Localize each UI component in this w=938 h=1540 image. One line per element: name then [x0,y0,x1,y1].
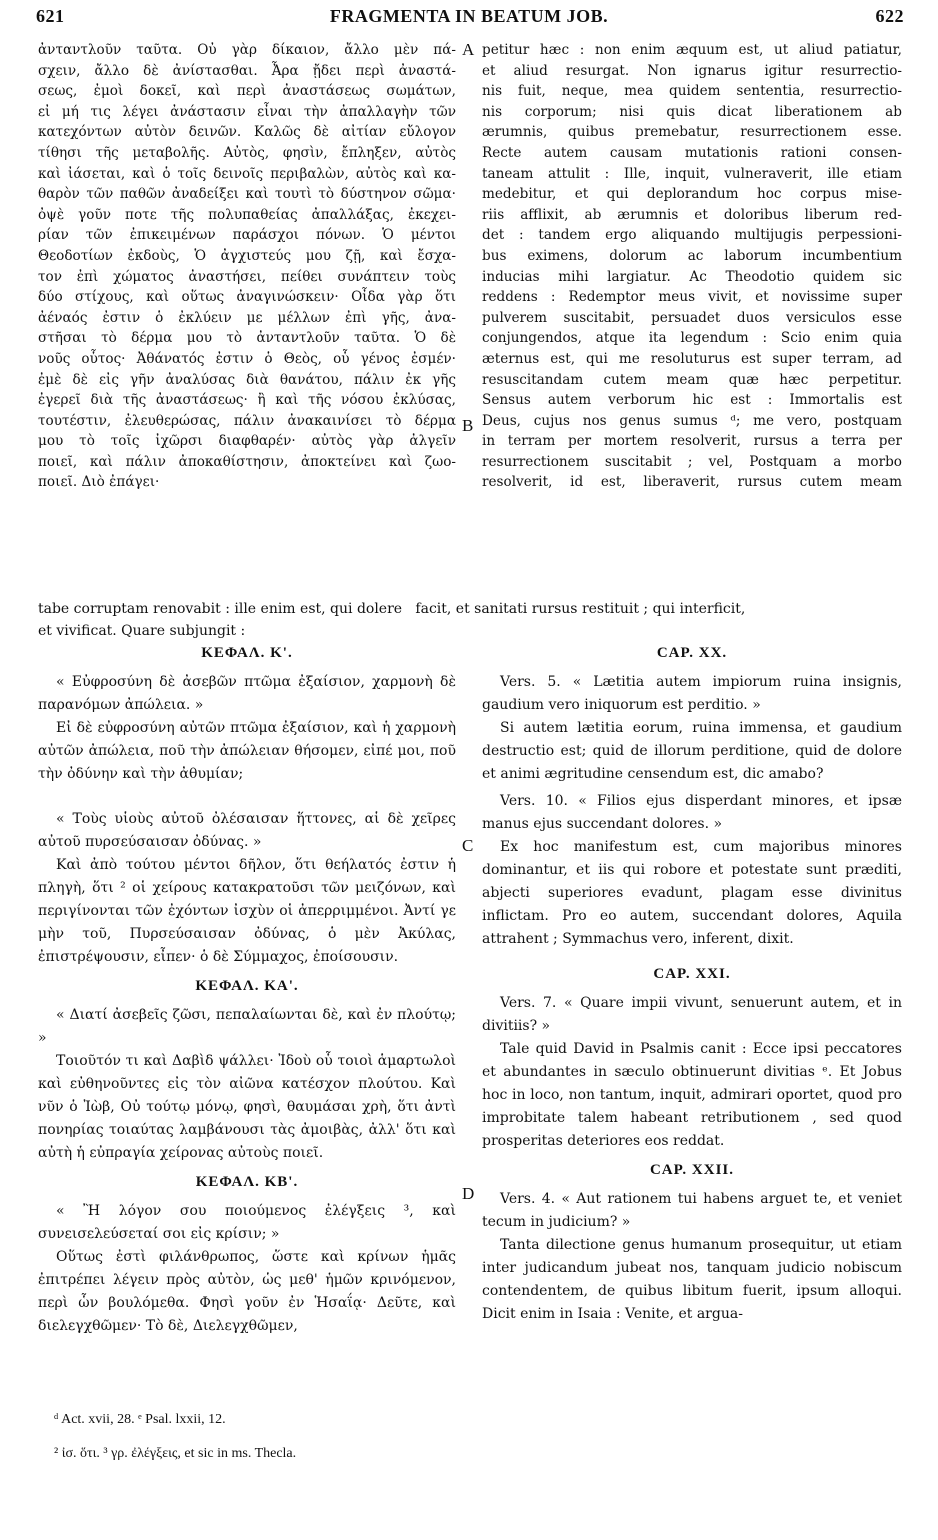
greek-line: στῆσαι τὸ δέρμα μου τὸ ἀνταντλοῦν ταῦτα. Ὁ δὲ [38,330,456,347]
latin-line: resolverit, id est, liberaverit, rursus cutem meam [482,474,902,491]
latin-commentary: Tale quid David in Psalmis canit : Ecce ipsi peccatores et abundantes in sæculo obtinuerunt divitias ᵉ. Et Jobus hoc in loco, non tantum, inquit, admirari oportet, quod pro improbitate talem habeant retributionem , sed quod prosperitas deteriores eos reddat. [482,1041,902,1149]
latin-chapter-22-heading: CAP. XXII. [649,1162,735,1178]
greek-line: σχειν, ἄλλο δὲ ἀνίστασθαι. Ἆρα ᾔδει περὶ ἀναστά- [38,62,456,79]
running-title: FRAGMENTA IN BEATUM JOB. [329,6,609,26]
greek-line: θαρὸν τῶν παθῶν ἀναδείξει καὶ τουτὶ τὸ δύστηνον σῶμα· [38,186,456,203]
latin-line: resuscitandam cutem meam quæ hæc perpetitur. [482,371,902,388]
footnote-references: ᵈ Act. xvii, 28. ᵉ Psal. lxxii, 12. [54,1412,226,1427]
greek-line: ρίαν τῶν ἐπικειμένων παράσχοι πόνων. Ὁ μέντοι [38,227,456,244]
latin-line: Sensus autem verborum hic est : Immortalis est [482,392,902,409]
greek-verse: « Εὐφροσύνη δὲ ἀσεβῶν πτῶμα ἐξαίσιον, χαρμονὴ δὲ παρανόμων ἀπώλεια. » [38,674,456,713]
greek-commentary: Τοιοῦτόν τι καὶ Δαβὶδ ψάλλει· Ἰδοὺ οὗ τοιοὶ ἁμαρτωλοὶ καὶ εὐθηνοῦντες εἰς τὸν αἰῶνα κατέσχον πλούτου. Καὶ νῦν ὁ Ἰὼβ, Οὐ τούτῳ μόνῳ, φησὶ, θαυμάσαι χρὴ, ὅτι ἀντὶ πονηρίας τοιαύτας λαμβάνουσι τὰς ἀμοιβὰς, ἀλλ' ὅτι καὶ αὐτὴ ἡ εὐπραγία χείρονας αὐτοὺς ποιεῖ. [38,1053,456,1161]
greek-line: ἐγερεῖ διὰ τῆς ἀναστάσεως· ἢ καὶ τῆς νόσου ἐκλύσας, [38,392,456,409]
latin-line: ærumnis, quibus premebatur, resurrectionem esse. [482,124,902,141]
greek-verse: « Διατί ἀσεβεῖς ζῶσι, πεπαλαίωνται δὲ, καὶ ἐν πλούτῳ; » [38,1007,456,1046]
full-line-2: et vivificat. Quare subjungit : [38,623,246,639]
latin-line: in terram per mortem resolverit, rursus a terra per [482,433,902,450]
latin-commentary: Si autem lætitia eorum, ruina immensa, et gaudium destructio est; quid de illorum perditione, quid de dolore et animi ægritudine censendum est, dic amabo? [482,720,902,782]
greek-line: ἐμὲ δὲ εἰς γῆν ἀναλύσας διὰ θανάτου, πάλιν ἐκ γῆς [38,371,456,388]
full-line-1: tabe corruptam renovabit : ille enim est, qui dolere facit, et sanitati rursus restituit ; qui interficit, [38,601,746,617]
greek-line: τουτέστιν, ἐλευθερώσας, πάλιν ἀνακαινίσει τὸ δέρμα [38,412,456,429]
latin-chapter-21-heading: CAP. XXI. [653,966,731,982]
greek-commentary: Καὶ ἀπὸ τούτου μέντοι δῆλον, ὅτι θεήλατός ἐστιν ἡ πληγὴ, ὅτι ² οἱ χείρους κατακρατοῦσι τῶν μειζόνων, καὶ περιγίνονται τῶν ἐχόντων ἰσχὺν οἱ ἀπερριμμένοι. Ἀντί γε μὴν τοῦ, Πυρσεύσαισαν ὀδύνας, ὁ μὲν Ἀκύλας, ἐπιστρέψουσιν, εἶπεν· ὁ δὲ Σύμμαχος, ἐποίσουσιν. [38,857,456,965]
running-header [0,6,938,34]
latin-line: resurrectionem suscitabit ; vel, Postquam a morbo [482,453,902,470]
latin-line: Deus, cujus nos genus sumus ᵈ; me vero, postquam [482,412,902,429]
margin-letter-d: D [462,1184,475,1203]
latin-commentary: Tanta dilectione genus humanum prosequitur, ut etiam inter judicandum jubeat nos, tanquam judicio nobiscum contendentem, de quibus libitum fuerit, ipsum alloqui. Dicit enim in Isaia : Venite, et argua- [482,1237,902,1322]
footnote-variants: ² ἰσ. ὅτι. ³ γρ. ἐλέγξεις, et sic in ms. Thecla. [54,1446,297,1461]
latin-chapter-20-heading: CAP. XX. [656,645,728,661]
latin-line: inducias mihi largiatur. Ac Theodotio quidem sic [482,268,902,285]
greek-column-top [38,40,456,493]
greek-line: μου τὸ τοῖς ἰχῶρσι διαφθαρέν· αὐτὸς γὰρ ἀλγεῖν [38,433,456,450]
latin-line: æternus est, qui me resoluturus est super terram, ad [482,350,902,367]
greek-line: σεως, ἐμοὶ δοκεῖ, καὶ περὶ ἀναστάσεως σωμάτων, [38,83,456,100]
latin-line: reddens : Redemptor meus vivit, et novissime super [482,289,902,306]
latin-verse: Vers. 7. « Quare impii vivunt, senuerunt autem, et in divitiis? » [482,995,902,1034]
greek-chapter-22-heading: ΚΕΦΑΛ. ΚΒ'. [195,1174,299,1190]
latin-line: riis afflixit, ab ærumnis et doloribus liberum red- [482,206,902,223]
latin-verse: Vers. 4. « Aut rationem tui habens arguet te, et veniet tecum in judicium? » [482,1191,902,1230]
greek-line: δύο στίχους, καὶ οὕτως ἀναγινώσκειν· Οἶδα γὰρ ὅτι [38,289,456,306]
greek-chapter-21-heading: ΚΕΦΑΛ. ΚΑ'. [195,978,299,994]
greek-line: τίθησι τῆς μεταβολῆς. Αὐτὸς, φησὶν, ἔπληξεν, αὐτὸς [38,144,456,161]
page-number-left: 621 [36,6,65,26]
greek-column-bottom [38,642,456,1338]
latin-line: Recte autem causam mutationis rationi consen- [482,144,902,161]
greek-line: ὀψὲ γοῦν ποτε τῆς πολυπαθείας ἀπαλλάξας, ἐκεχει- [38,206,456,223]
margin-letter-b: B [462,416,474,435]
latin-column-bottom [482,642,902,1326]
latin-commentary: Ex hoc manifestum est, cum majoribus minores dominantur, et iis qui robore et potestate sunt præditi, abjecti superiores evadunt, plagam esse divinitus inflictam. Pro eo autem, succendant dolores, Aquila attrahent ; Symmachus vero, inferent, dixit. [482,839,902,947]
latin-line: conjungendos, atque ita legendum : Scio enim quia [482,330,902,347]
margin-letter-c: C [462,836,474,855]
latin-line: taneam attulit : Ille, inquit, vulneraverit, ille etiam [482,165,902,182]
greek-chapter-20-heading: ΚΕΦΑΛ. Κ'. [201,645,293,661]
latin-line: bus eximens, dolorum ac laborum incumbentium [482,247,902,264]
greek-line: ἀέναός ἐστιν ὁ ἐκλύειν με μέλλων ἐπὶ γῆς, ἀνα- [38,309,456,326]
greek-line: νοῦς οὗτος· Ἀθάνατός ἐστιν ὁ Θεὸς, οὗ γένος ἐσμέν· [38,350,456,367]
greek-verse: « Τοὺς υἱοὺς αὐτοῦ ὀλέσαισαν ἥττονες, αἱ δὲ χεῖρες αὐτοῦ πυρσεύσαισαν ὀδύνας. » [38,811,456,850]
greek-commentary: Οὕτως ἐστὶ φιλάνθρωπος, ὥστε καὶ κρίνων ἡμᾶς ἐπιτρέπει λέγειν πρὸς αὐτὸν, ὡς μεθ' ἡμῶν κρινόμενον, περὶ ὧν βουλόμεθα. Φησὶ γοῦν ἐν Ἡσαΐᾳ· Δεῦτε, καὶ διελεγχθῶμεν· Τὸ δὲ, Διελεγχθῶμεν, [38,1249,456,1334]
page-number-right: 622 [875,6,904,26]
latin-line: det : tandem ergo aliquando multijugis perpessioni- [482,227,902,244]
greek-line: ποιεῖ, καὶ πάλιν ἀποκαθίστησιν, ἀποκτείνει καὶ ζωο- [38,453,456,470]
latin-line: et aliud resurgat. Non ignarus igitur resurrectio- [482,62,902,79]
greek-line: Θεοδοτίων ἐκδοὺς, Ὁ ἀγχιστεύς μου ζῇ, καὶ ἔσχα- [38,247,456,264]
latin-column-top [482,40,902,493]
full-width-latin [38,598,902,642]
greek-line: εἰ μή τις λέγει ἀνάστασιν εἶναι τὴν ἀπαλλαγὴν τῶν [38,103,456,120]
latin-line: nis fuit, neque, mea quidem sententia, resurrectio- [482,83,902,100]
greek-commentary: Εἰ δὲ εὐφροσύνη αὐτῶν πτῶμα ἐξαίσιον, καὶ ἡ χαρμονὴ αὐτῶν ἀπώλεια, ποῦ τὴν ἀπώλειαν θήσομεν, εἰπέ μοι, ποῦ τὴν ὀδύνην καὶ τὴν ἀθυμίαν; [38,720,456,782]
greek-line: κατεχόντων αὐτὸν δεινῶν. Καλῶς δὲ αἰτίαν εὔλογον [38,124,456,141]
latin-line: medebitur, et qui deplorandum hoc corpus mise- [482,186,902,203]
greek-line: ἀνταντλοῦν ταῦτα. Οὐ γὰρ δίκαιον, ἄλλο μὲν πά- [38,42,456,58]
margin-letter-a: A [462,40,475,59]
greek-line: τον ἐπὶ χώματος ἀναστήσει, πείθει συνάπτειν τοὺς [38,268,456,285]
latin-verse: Vers. 5. « Lætitia autem impiorum ruina insignis, gaudium vero iniquorum est perditio. » [482,674,902,713]
latin-verse: Vers. 10. « Filios ejus disperdant minores, et ipsæ manus ejus succendant dolores. » [482,793,902,832]
greek-line: ποιεῖ. Διὸ ἐπάγει· [38,474,160,491]
latin-line: pulverem suscitabit, persuadet duos versiculos esse [482,309,902,326]
latin-line: nis corporum; nisi quis dicat liberationem ab [482,103,902,120]
greek-line: καὶ ἰάσεται, καὶ ὁ τοῖς δεινοῖς περιβαλὼν, αὐτὸς καὶ κα- [38,165,456,182]
greek-verse: « Ἢ λόγον σου ποιούμενος ἐλέγξεις ³, καὶ συνεισελεύσεταί σοι εἰς κρίσιν; » [38,1203,456,1242]
latin-line: petitur hæc : non enim æquum est, ut aliud patiatur, [482,42,902,58]
